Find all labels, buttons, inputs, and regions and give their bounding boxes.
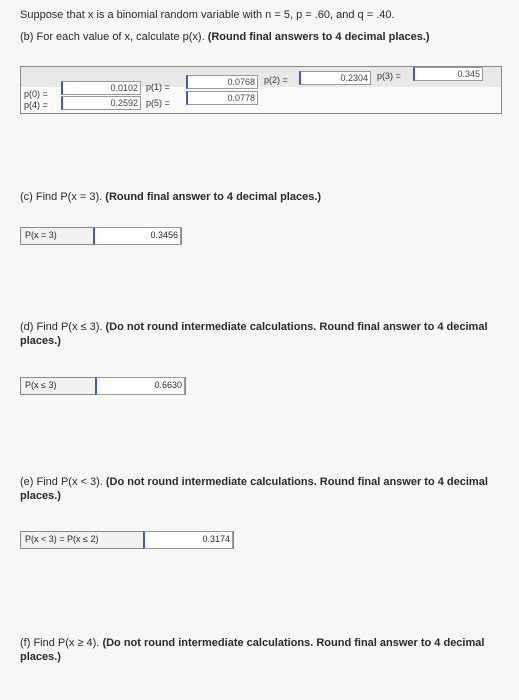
p1-input[interactable]: 0.0768 <box>186 75 258 89</box>
part-e-instruction <box>20 475 490 503</box>
problem-intro: Suppose that x is a binomial random variable with n = 5, p = .60, and q = .40. <box>20 9 395 21</box>
part-e-answer-row <box>20 531 234 549</box>
part-d-rounding-note: (Do not round intermediate calculations. Round final answer to 4 decimal places.) <box>20 321 488 347</box>
part-d-label: P(x ≤ 3) <box>25 380 57 390</box>
p3-input[interactable]: 0.345 <box>413 67 483 81</box>
p4-label: p(4) = <box>24 100 48 110</box>
part-f-text: (f) Find P(x ≥ 4). <box>20 637 103 649</box>
part-c-instruction <box>20 190 321 204</box>
part-e-text: (e) Find P(x < 3). <box>20 476 106 488</box>
probability-table <box>20 66 502 114</box>
part-b-instruction <box>20 30 430 44</box>
part-b-rounding-note: (Round final answers to 4 decimal places.) <box>207 31 430 43</box>
part-d-input[interactable]: 0.6630 <box>95 377 185 395</box>
part-e-input[interactable]: 0.3174 <box>143 531 233 549</box>
p0-label: p(0) = <box>24 89 48 99</box>
part-c-label: P(x = 3) <box>25 230 57 240</box>
part-e-label: P(x < 3) = P(x ≤ 2) <box>25 534 99 544</box>
part-c-rounding-note: (Round final answer to 4 decimal places.) <box>105 191 322 203</box>
part-b-text: (b) For each value of x, calculate p(x). <box>20 31 208 43</box>
part-c-answer-row <box>20 227 182 245</box>
p2-label: p(2) = <box>264 75 288 85</box>
p2-input[interactable]: 0.2304 <box>299 71 371 85</box>
part-c-text: (c) Find P(x = 3). <box>20 191 106 203</box>
part-e-rounding-note: (Do not round intermediate calculations. Round final answer to 4 decimal places.) <box>20 476 488 502</box>
part-f-rounding-note: (Do not round intermediate calculations. Round final answer to 4 decimal places.) <box>20 637 485 663</box>
part-c-input[interactable]: 0.3456 <box>93 227 181 245</box>
p5-label: p(5) = <box>146 98 170 108</box>
p5-input[interactable]: 0.0778 <box>186 91 258 105</box>
p0-input[interactable]: 0.0102 <box>61 81 141 95</box>
part-f-instruction <box>20 636 490 664</box>
p4-input[interactable]: 0.2592 <box>61 96 141 110</box>
p3-label: p(3) = <box>377 71 401 81</box>
part-d-text: (d) Find P(x ≤ 3). <box>20 321 106 333</box>
p1-label: p(1) = <box>146 82 170 92</box>
part-d-answer-row <box>20 377 186 395</box>
part-d-instruction <box>20 320 490 348</box>
